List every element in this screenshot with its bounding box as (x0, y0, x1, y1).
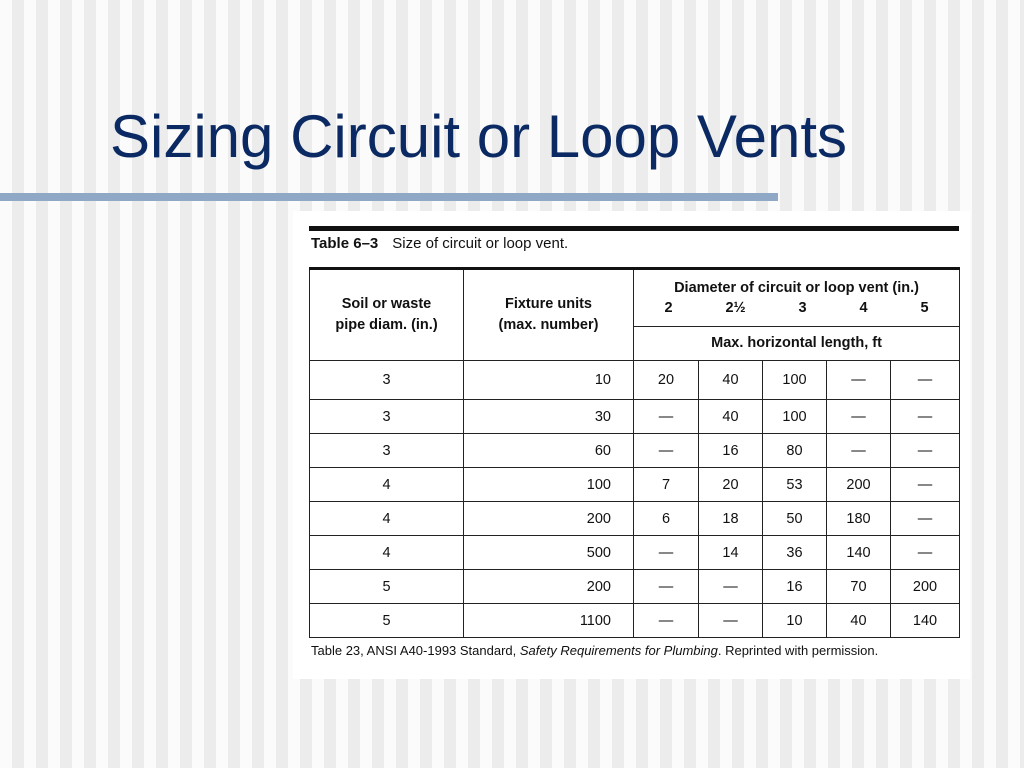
table-row (310, 604, 960, 638)
cell-max-length: 200 (827, 468, 891, 502)
table-figure (293, 211, 970, 679)
cell-max-length: — (699, 570, 763, 604)
cell-max-length: 53 (763, 468, 827, 502)
cell-max-length: 100 (763, 400, 827, 434)
cell-max-length: 18 (699, 502, 763, 536)
cell-fixture-units: 200 (464, 570, 634, 604)
table-body (310, 361, 960, 638)
diameter-4: 4 (859, 300, 868, 316)
cell-max-length: 10 (763, 604, 827, 638)
cell-max-length: 50 (763, 502, 827, 536)
header-fixture-units (464, 269, 634, 361)
cell-max-length: — (634, 400, 699, 434)
cell-fixture-units: 30 (464, 400, 634, 434)
table-top-rule (309, 226, 959, 231)
cell-max-length: 200 (891, 570, 960, 604)
table-row (310, 361, 960, 400)
vent-size-table (309, 267, 960, 638)
cell-max-length: — (891, 536, 960, 570)
cell-max-length: — (634, 434, 699, 468)
header-max-length: Max. horizontal length, ft (634, 327, 960, 361)
cell-fixture-units: 200 (464, 502, 634, 536)
cell-max-length: — (634, 536, 699, 570)
cell-max-length: 70 (827, 570, 891, 604)
cell-max-length: 16 (699, 434, 763, 468)
cell-max-length: — (891, 434, 960, 468)
cell-max-length: 40 (699, 400, 763, 434)
table-row (310, 400, 960, 434)
cell-max-length: 36 (763, 536, 827, 570)
cell-max-length: 40 (827, 604, 891, 638)
table-row (310, 570, 960, 604)
cell-max-length: 16 (763, 570, 827, 604)
table-row (310, 502, 960, 536)
cell-soil-diameter: 4 (310, 468, 464, 502)
cell-max-length: 20 (699, 468, 763, 502)
cell-soil-diameter: 3 (310, 434, 464, 468)
cell-max-length: — (891, 400, 960, 434)
cell-max-length: 180 (827, 502, 891, 536)
cell-max-length: — (827, 434, 891, 468)
cell-max-length: — (891, 502, 960, 536)
header-fixture-line1: Fixture units (504, 296, 592, 312)
header-fixture-line2: (max. number) (498, 317, 599, 333)
source-suffix: . Reprinted with permission. (717, 643, 879, 658)
slide-title: Sizing Circuit or Loop Vents (110, 103, 848, 170)
cell-soil-diameter: 5 (310, 570, 464, 604)
cell-max-length: 140 (891, 604, 960, 638)
diameter-5: 5 (920, 300, 929, 316)
table-row (310, 434, 960, 468)
cell-max-length: — (827, 361, 891, 400)
header-soil-pipe (310, 269, 464, 361)
cell-max-length: 20 (634, 361, 699, 400)
cell-fixture-units: 10 (464, 361, 634, 400)
cell-max-length: 140 (827, 536, 891, 570)
header-diameter-values (634, 298, 959, 318)
cell-max-length: — (891, 468, 960, 502)
cell-max-length: 80 (763, 434, 827, 468)
cell-fixture-units: 60 (464, 434, 634, 468)
diameter-2: 2 (664, 300, 673, 316)
cell-max-length: 6 (634, 502, 699, 536)
cell-soil-diameter: 3 (310, 361, 464, 400)
table-caption-text: Size of circuit or loop vent. (392, 235, 569, 252)
table-number: Table 6–3 (311, 235, 379, 252)
cell-max-length: 7 (634, 468, 699, 502)
table-source-note (311, 643, 878, 658)
cell-fixture-units: 100 (464, 468, 634, 502)
table-row (310, 468, 960, 502)
header-soil-line2: pipe diam. (in.) (335, 317, 438, 333)
source-prefix: Table 23, ANSI A40-1993 Standard, (311, 643, 520, 658)
table-caption (311, 235, 568, 252)
title-underline (0, 193, 778, 201)
cell-fixture-units: 500 (464, 536, 634, 570)
cell-soil-diameter: 5 (310, 604, 464, 638)
cell-max-length: 100 (763, 361, 827, 400)
cell-soil-diameter: 3 (310, 400, 464, 434)
header-diameter-title: Diameter of circuit or loop vent (in.) (674, 280, 919, 296)
cell-max-length: — (827, 400, 891, 434)
header-diameter (634, 269, 960, 327)
cell-fixture-units: 1100 (464, 604, 634, 638)
diameter-2-half: 2½ (725, 300, 746, 316)
cell-max-length: — (634, 570, 699, 604)
header-row-1 (310, 269, 960, 327)
cell-max-length: — (699, 604, 763, 638)
table-row (310, 536, 960, 570)
cell-soil-diameter: 4 (310, 502, 464, 536)
header-soil-line1: Soil or waste (341, 296, 432, 312)
cell-max-length: 14 (699, 536, 763, 570)
cell-max-length: — (634, 604, 699, 638)
cell-max-length: 40 (699, 361, 763, 400)
cell-soil-diameter: 4 (310, 536, 464, 570)
source-title: Safety Requirements for Plumbing (519, 643, 718, 658)
cell-max-length: — (891, 361, 960, 400)
diameter-3: 3 (798, 300, 807, 316)
